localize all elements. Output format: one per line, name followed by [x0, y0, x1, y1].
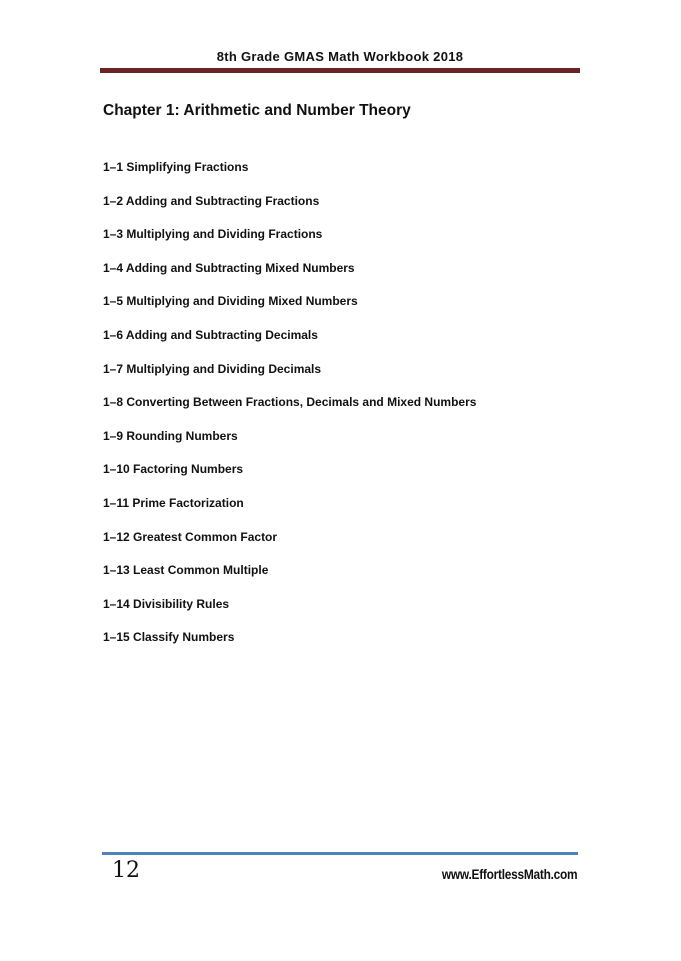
- topic-item: 1–5 Multiplying and Dividing Mixed Numbers: [103, 294, 358, 309]
- chapter-title: Chapter 1: Arithmetic and Number Theory: [103, 102, 411, 119]
- topic-item: 1–13 Least Common Multiple: [103, 563, 269, 578]
- topic-item: 1–6 Adding and Subtracting Decimals: [103, 327, 318, 342]
- topic-item: 1–4 Adding and Subtracting Mixed Numbers: [103, 260, 355, 275]
- website-url: www.EffortlessMath.com: [441, 866, 577, 882]
- header-divider: [100, 68, 580, 73]
- topic-item: 1–10 Factoring Numbers: [103, 462, 244, 477]
- running-header-title: 8th Grade GMAS Math Workbook 2018: [216, 49, 464, 64]
- topic-item: 1–12 Greatest Common Factor: [103, 529, 278, 544]
- topic-item: 1–7 Multiplying and Dividing Decimals: [103, 361, 322, 376]
- topic-item: 1–11 Prime Factorization: [103, 495, 244, 510]
- page-number: 12: [112, 858, 140, 883]
- topic-item: 1–8 Converting Between Fractions, Decimals and Mixed Numbers: [103, 395, 477, 410]
- topic-item: 1–14 Divisibility Rules: [103, 596, 230, 611]
- chapter-topic-list: [103, 160, 476, 664]
- topic-item: 1–15 Classify Numbers: [103, 630, 235, 645]
- topic-item: 1–2 Adding and Subtracting Fractions: [103, 193, 320, 208]
- topic-item: 1–9 Rounding Numbers: [103, 428, 238, 443]
- topic-item: 1–3 Multiplying and Dividing Fractions: [103, 227, 323, 242]
- footer-divider: [102, 852, 578, 855]
- topic-item: 1–1 Simplifying Fractions: [103, 160, 249, 174]
